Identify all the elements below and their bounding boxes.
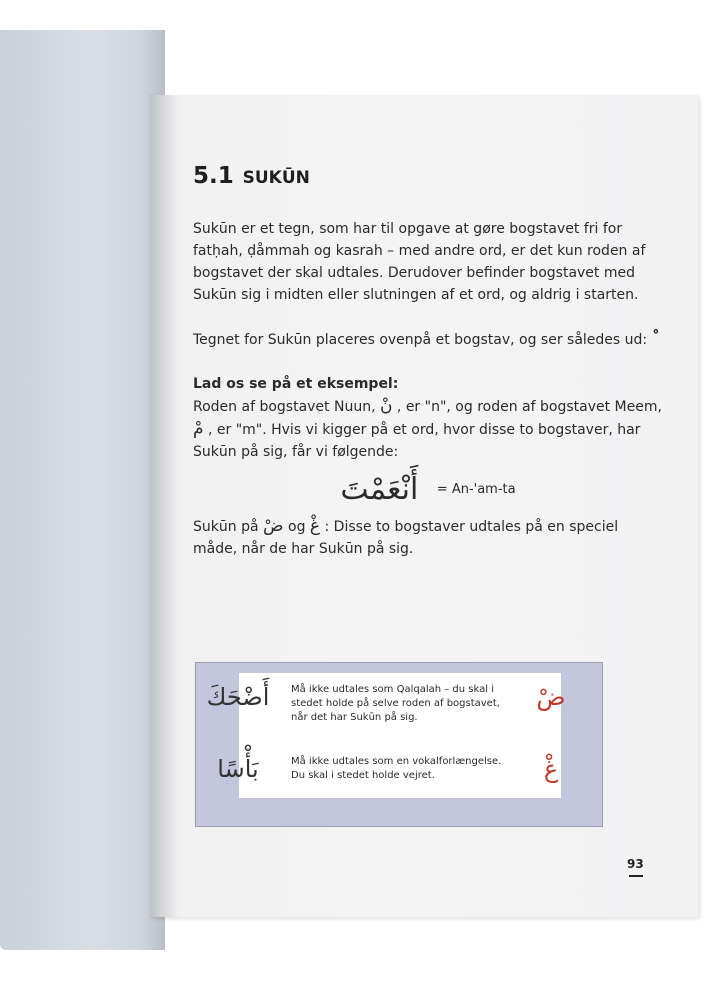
special-text-1: Sukūn på bbox=[193, 519, 259, 535]
section-title: SUKŪN bbox=[242, 168, 310, 188]
info-box bbox=[195, 662, 603, 827]
paragraph-example bbox=[193, 373, 663, 463]
paragraph-special bbox=[193, 515, 663, 560]
page-number-underline bbox=[629, 875, 643, 877]
info-row-description: Må ikke udtales som Qalqalah – du skal i stedet holde på selve roden af bogstavet, når det har Sukūn på sig. bbox=[291, 684, 500, 723]
special-text-2: og bbox=[288, 519, 306, 535]
example-heading: Lad os se på et eksempel: bbox=[193, 376, 399, 392]
book-page bbox=[150, 95, 698, 917]
dad-letter: ضْ bbox=[262, 516, 284, 536]
info-row-word: أَضْحَكَ bbox=[206, 683, 270, 711]
paragraph-intro: Sukūn er et tegn, som har til opgave at gøre bogstavet fri for fatḥah, ḍåmmah og kasrah – med andre ord, er det kun roden af bogstavet der skal udtales. Derudover befinder bogstavet med Sukūn sig i midten eller slutningen af et ord, og aldrig i starten. bbox=[193, 221, 646, 303]
info-row-letter: ضْ bbox=[536, 683, 566, 711]
section-heading bbox=[193, 165, 663, 190]
page-content bbox=[193, 165, 663, 560]
nuun-letter: نْ bbox=[379, 396, 393, 416]
section-number: 5.1 bbox=[193, 163, 234, 189]
page-gutter-shadow bbox=[150, 95, 178, 917]
ghayn-letter: غْ bbox=[309, 516, 321, 536]
paragraph-sign bbox=[193, 328, 663, 351]
left-page bbox=[0, 30, 165, 950]
example-arabic-word: أَنْعَمْتَ bbox=[340, 472, 419, 507]
example-text-2: , er "n", og roden af bogstavet Meem, bbox=[396, 399, 662, 415]
example-text-1: Roden af bogstavet Nuun, bbox=[193, 399, 376, 415]
meem-letter: مْ bbox=[193, 419, 204, 439]
info-row-word: بَأْسًا bbox=[217, 755, 259, 783]
page-number: 93 bbox=[627, 857, 644, 871]
example-transliteration: = An-'am-ta bbox=[436, 482, 516, 497]
info-row-description: Må ikke udtales som en vokalforlængelse. Du skal i stedet holde vejret. bbox=[291, 756, 502, 781]
example-text-3: , er "m". Hvis vi kigger på et ord, hvor disse to bogstaver, har Sukūn på sig, får vi følgende: bbox=[193, 422, 641, 460]
special-text-3: : Disse to bogstaver udtales på en speciel måde, når de har Sukūn på sig. bbox=[193, 519, 619, 557]
paragraph-sign-text: Tegnet for Sukūn placeres ovenpå et bogstav, og ser således ud: bbox=[193, 332, 648, 348]
info-row-letter: غْ bbox=[543, 755, 559, 783]
example-word-row bbox=[193, 472, 663, 507]
info-box-inner bbox=[206, 673, 566, 798]
